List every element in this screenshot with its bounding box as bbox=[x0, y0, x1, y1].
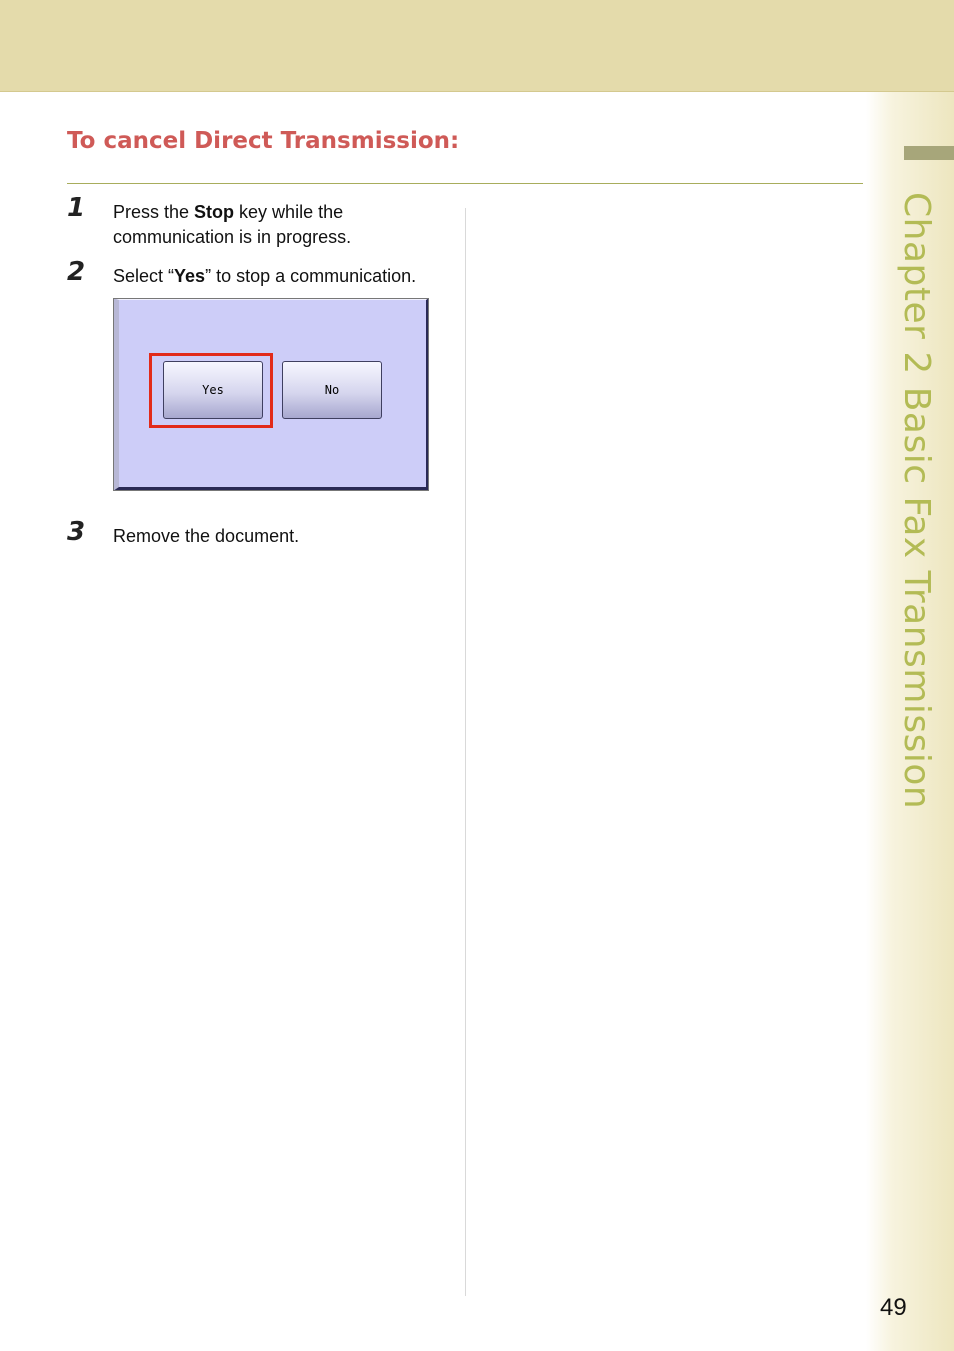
chapter-tab-marker bbox=[904, 146, 954, 160]
stop-key-label: Stop bbox=[194, 202, 235, 222]
step-number-1: 1 bbox=[67, 193, 86, 223]
step-2-text-after: ” to stop a communication. bbox=[205, 266, 417, 286]
header-band bbox=[0, 0, 954, 92]
step-number-2: 2 bbox=[67, 257, 86, 287]
yes-highlight-frame bbox=[149, 353, 273, 428]
step-1-text-before: Press the bbox=[113, 202, 195, 222]
yes-label-bold: Yes bbox=[174, 266, 206, 286]
column-divider bbox=[465, 208, 466, 1296]
step-1-text bbox=[113, 200, 403, 250]
step-3-text: Remove the document. bbox=[113, 526, 300, 546]
step-number-3: 3 bbox=[67, 517, 86, 547]
chapter-label: Chapter 2 Basic Fax Transmission bbox=[896, 192, 937, 810]
step-2-text bbox=[113, 264, 453, 289]
title-divider bbox=[67, 183, 863, 184]
no-button[interactable]: No bbox=[282, 361, 382, 419]
section-title: To cancel Direct Transmission: bbox=[67, 128, 460, 154]
yes-button[interactable]: Yes bbox=[163, 361, 263, 419]
page-number: 49 bbox=[880, 1294, 907, 1321]
step-2-text-before: Select “ bbox=[113, 266, 175, 286]
step-1-text-after: key while the communication is in progress. bbox=[113, 202, 352, 247]
